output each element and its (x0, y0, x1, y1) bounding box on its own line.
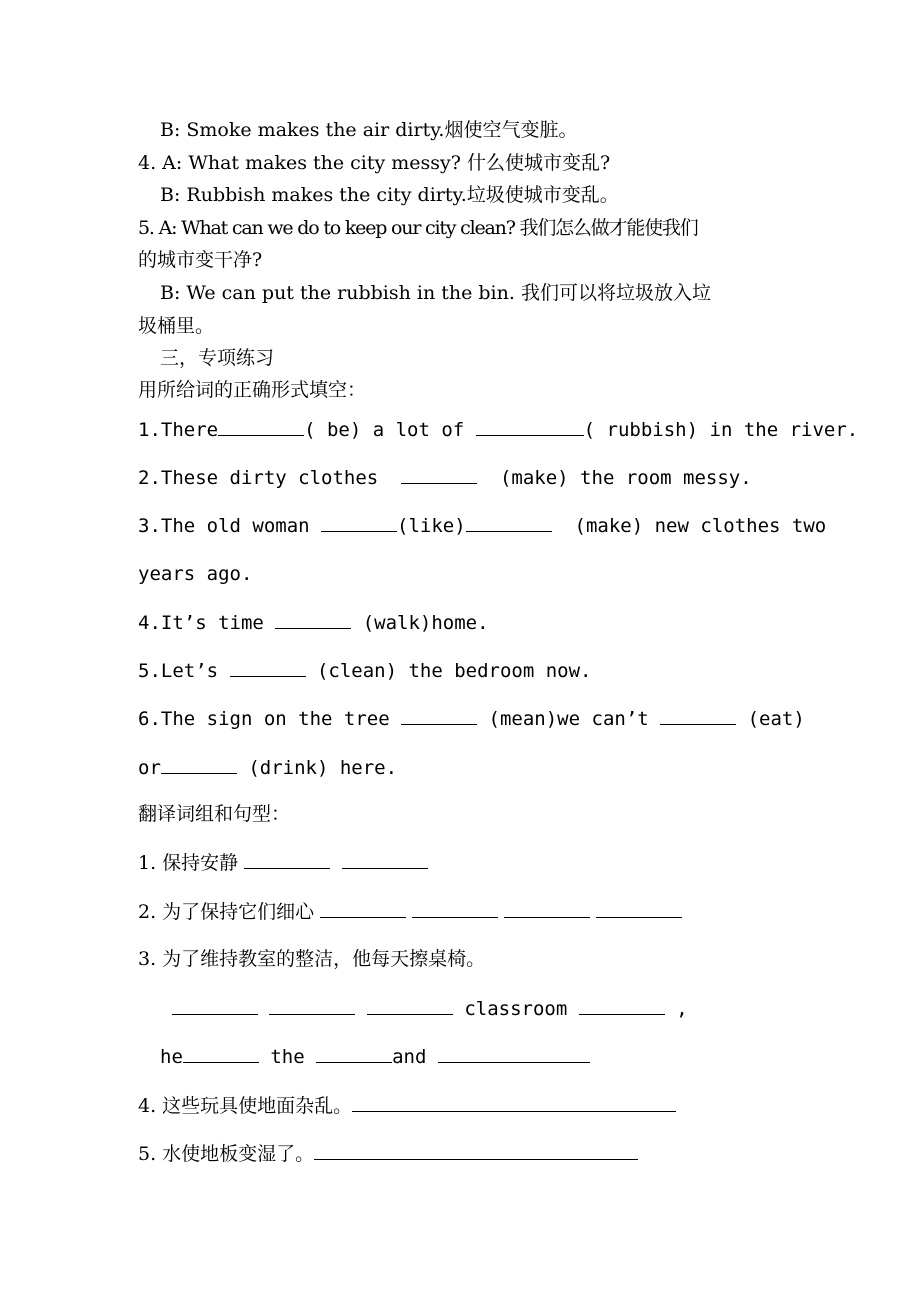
t2-text: 2. 为了保持它们细心 (138, 901, 321, 923)
q6-text-b: (mean)we can’t (477, 708, 661, 730)
q6-text-e: (drink) here. (236, 757, 398, 779)
dialog-line-1: B: Smoke makes the air dirty.烟使空气变脏。 (160, 119, 578, 141)
answer-blank[interactable] (401, 465, 477, 484)
q6-text-c: (eat) (736, 708, 805, 730)
answer-blank[interactable] (352, 1093, 676, 1112)
translate-question-4 (138, 1093, 800, 1118)
answer-blank[interactable] (269, 996, 355, 1015)
fill-question-4 (138, 610, 800, 635)
answer-blank[interactable] (342, 850, 428, 869)
fill-question-6-cont (138, 755, 800, 780)
q3-text-b: (like) (397, 515, 466, 537)
dialog-line-5: 的城市变干净? (138, 249, 263, 271)
answer-blank[interactable] (275, 610, 351, 629)
answer-blank[interactable] (244, 850, 330, 869)
answer-blank[interactable] (579, 996, 665, 1015)
answer-blank[interactable] (660, 706, 736, 725)
answer-blank[interactable] (596, 899, 682, 918)
fill-question-2 (138, 465, 800, 490)
q5-text-a: 5.Let’s (138, 660, 230, 682)
t3-text-e: the (258, 1046, 317, 1068)
dialog-line-4: 5. A: What can we do to keep our city clean? 我们怎么做才能使我们 (138, 217, 698, 239)
answer-blank[interactable] (476, 417, 584, 436)
translate-question-3-row-2 (172, 996, 800, 1021)
answer-blank[interactable] (316, 1044, 392, 1063)
answer-blank[interactable] (504, 899, 590, 918)
translate-question-5 (138, 1141, 800, 1166)
dialog-line-7: 圾桶里。 (138, 315, 215, 337)
t3-text-d: he (160, 1046, 183, 1068)
answer-blank[interactable] (412, 899, 498, 918)
translate-question-1 (138, 850, 800, 875)
answer-blank[interactable] (230, 658, 306, 677)
translate-instruction: 翻译词组和句型： (138, 803, 291, 825)
q4-text-a: 4.It’s time (138, 612, 276, 634)
translate-question-3-row-3 (160, 1044, 800, 1069)
t1-text: 1. 保持安静 (138, 852, 245, 874)
answer-blank[interactable] (401, 706, 477, 725)
q2-text-b: (make) the room messy. (477, 467, 752, 489)
t3-text-c: , (664, 998, 688, 1020)
answer-blank[interactable] (321, 513, 397, 532)
dialog-line-2: 4. A: What makes the city messy? 什么使城市变乱? (138, 152, 611, 174)
dialog-line-3: B: Rubbish makes the city dirty.垃圾使城市变乱。 (160, 184, 619, 206)
answer-blank[interactable] (161, 755, 237, 774)
q2-text-a: 2.These dirty clothes (138, 467, 402, 489)
answer-blank[interactable] (438, 1044, 590, 1063)
fill-question-3-cont: years ago. (138, 563, 253, 585)
answer-blank[interactable] (218, 417, 304, 436)
fill-instruction: 用所给词的正确形式填空： (138, 379, 367, 401)
q6-text-a: 6.The sign on the tree (138, 708, 402, 730)
answer-blank[interactable] (172, 996, 258, 1015)
answer-blank[interactable] (320, 899, 406, 918)
answer-blank[interactable] (314, 1141, 638, 1160)
t3-text-f: and (392, 1046, 438, 1068)
t5-text: 5. 水使地板变湿了。 (138, 1143, 315, 1165)
q5-text-b: (clean) the bedroom now. (305, 660, 592, 682)
translate-question-3: 3. 为了维持教室的整洁，他每天擦桌椅。 (138, 948, 486, 970)
section-title: 三，专项练习 (160, 347, 275, 369)
translate-question-2 (138, 899, 800, 924)
fill-question-1 (138, 417, 859, 442)
fill-question-5 (138, 658, 800, 683)
q3-text-a: 3.The old woman (138, 515, 322, 537)
q4-text-b: (walk)home. (351, 612, 489, 634)
q6-text-d: or (138, 757, 161, 779)
answer-blank[interactable] (367, 996, 453, 1015)
t4-text: 4. 这些玩具使地面杂乱。 (138, 1095, 353, 1117)
q1-text-b: ( be) a lot of (304, 419, 476, 441)
dialog-line-6: B: We can put the rubbish in the bin. 我们可以将垃圾放入垃 (160, 282, 711, 304)
q1-text-a: 1.There (138, 419, 219, 441)
fill-question-3 (138, 513, 827, 538)
answer-blank[interactable] (466, 513, 552, 532)
t3-text-b: classroom (452, 998, 579, 1020)
q3-text-c: (make) new clothes two (551, 515, 827, 537)
q1-text-c: ( rubbish) in the river. (583, 419, 859, 441)
fill-question-6 (138, 706, 805, 731)
answer-blank[interactable] (183, 1044, 259, 1063)
